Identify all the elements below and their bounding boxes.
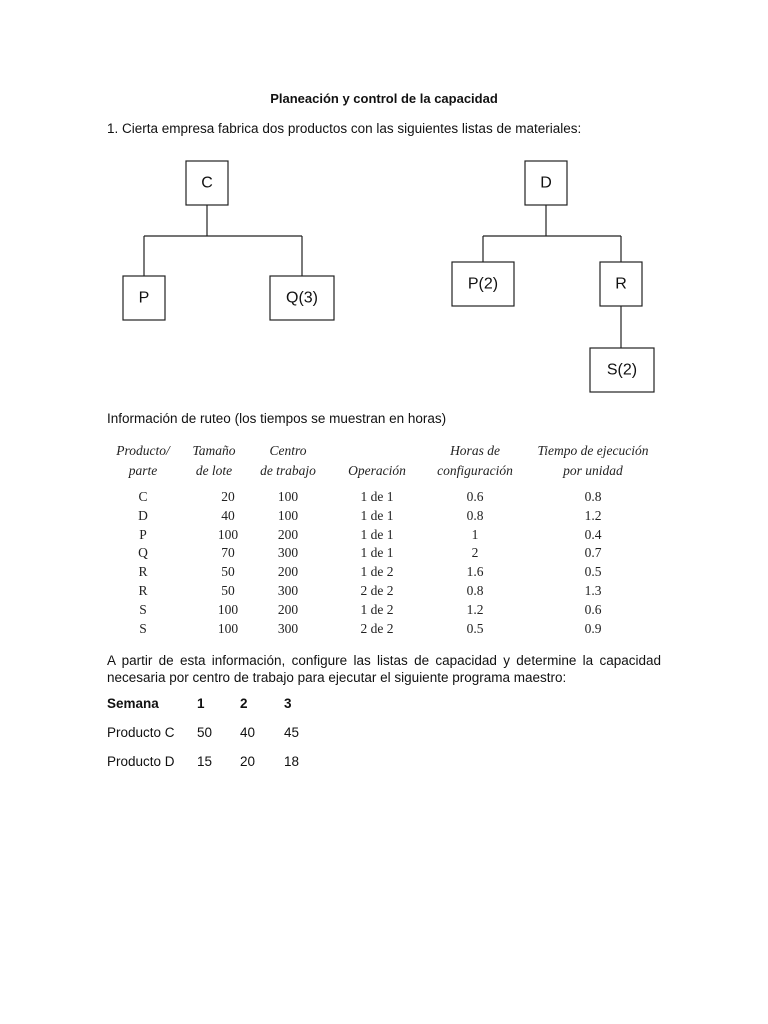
table-cell: 1 de 1 <box>360 545 394 561</box>
table-cell: 1 de 2 <box>360 564 394 580</box>
bom-tree-c <box>123 161 334 320</box>
schedule-header-cell: 2 <box>240 696 248 711</box>
header-line: de lote <box>195 463 233 478</box>
table-cell: 0.4 <box>584 526 602 542</box>
table-cell: 200 <box>277 564 299 580</box>
header-line: Centro <box>269 443 307 458</box>
table-cell: 200 <box>277 526 299 542</box>
table-cell: 2 de 2 <box>360 583 394 598</box>
table-cell: 0.6 <box>466 489 484 504</box>
header-line: Horas de <box>450 443 500 458</box>
column-header <box>428 441 522 481</box>
table-cell: S <box>139 601 147 617</box>
schedule-cell: 15 <box>197 754 213 769</box>
header-line: Operación <box>348 463 406 478</box>
table-cell: 1 de 1 <box>360 507 394 523</box>
table-cell: 100 <box>277 507 299 523</box>
table-cell: 100 <box>217 601 239 617</box>
table-cell: 0.8 <box>466 507 484 523</box>
table-cell: 300 <box>277 583 299 598</box>
instruction-paragraph: A partir de esta información, configure las listas de capacidad y determine la capacidad necesaria por centro de trabajo para ejecutar el siguiente programa maestro: <box>107 653 661 685</box>
bom-node-p2 <box>452 262 514 306</box>
table-cell: 70 <box>221 545 235 561</box>
table-cell: C <box>138 489 148 504</box>
header-line: por unidad <box>563 463 623 478</box>
table-cell: 0.6 <box>584 601 602 617</box>
table-cell: 1.2 <box>466 601 484 617</box>
bom-diagrams <box>0 0 768 420</box>
table-cell: 0.5 <box>466 620 484 636</box>
table-cell: 1 de 2 <box>360 601 394 617</box>
table-cell: 50 <box>221 564 235 580</box>
schedule-header-cell: 1 <box>197 696 205 711</box>
column-header <box>526 441 660 481</box>
table-cell: 0.9 <box>584 620 602 636</box>
header-line: parte <box>128 463 158 478</box>
bom-node-label: P(2) <box>467 275 499 293</box>
table-cell: Q <box>138 545 148 561</box>
table-cell: 2 de 2 <box>360 620 394 636</box>
table-cell: 2 <box>471 545 479 561</box>
table-cell: 1 <box>471 526 479 542</box>
header-line <box>336 441 418 461</box>
bom-node-q3 <box>270 276 334 320</box>
bom-node-label: C <box>201 174 213 192</box>
schedule-cell: 45 <box>284 725 300 740</box>
schedule-cell: 50 <box>197 725 213 740</box>
table-cell: 1.3 <box>584 583 602 598</box>
bom-node-c <box>186 161 228 205</box>
column-header <box>336 441 418 481</box>
table-cell: 0.5 <box>584 564 602 580</box>
page-title: Planeación y control de la capacidad <box>270 91 498 106</box>
schedule-cell: Producto C <box>107 725 175 740</box>
table-cell: R <box>138 564 148 580</box>
table-cell: 100 <box>217 526 239 542</box>
table-cell: 100 <box>217 620 239 636</box>
header-line: Producto/ <box>116 443 170 458</box>
table-cell: 0.8 <box>584 489 602 504</box>
bom-node-label: P <box>138 289 150 307</box>
table-cell: 1.2 <box>584 507 602 523</box>
table-cell: R <box>138 583 148 598</box>
header-line: configuración <box>437 463 513 478</box>
table-cell: 1.6 <box>466 564 484 580</box>
table-cell: 0.8 <box>466 583 484 598</box>
table-cell: 0.7 <box>584 545 602 561</box>
table-cell: 200 <box>277 601 299 617</box>
schedule-header-cell: 3 <box>284 696 292 711</box>
table-cell: 1 de 1 <box>360 526 394 542</box>
table-cell: D <box>138 507 148 523</box>
schedule-cell: 40 <box>240 725 256 740</box>
header-line: Tamaño <box>192 443 236 458</box>
schedule-cell: Producto D <box>107 754 175 769</box>
schedule-cell: 18 <box>284 754 300 769</box>
table-cell: 100 <box>277 489 299 504</box>
bom-node-d <box>525 161 567 205</box>
table-cell: 20 <box>221 489 235 504</box>
bom-node-label: Q(3) <box>286 289 318 307</box>
column-header <box>252 441 324 481</box>
bom-node-p <box>123 276 165 320</box>
header-line: Tiempo de ejecución <box>537 443 649 458</box>
table-cell: 300 <box>277 620 299 636</box>
header-line: de trabajo <box>260 463 316 478</box>
bom-node-s2 <box>590 348 654 392</box>
schedule-header-cell: Semana <box>107 696 159 711</box>
column-header <box>108 441 178 481</box>
routing-intro-text: Información de ruteo (los tiempos se muestran en horas) <box>107 411 447 426</box>
bom-node-r <box>600 262 642 306</box>
table-cell: 50 <box>221 583 235 598</box>
question-1-text: 1. Cierta empresa fabrica dos productos con las siguientes listas de materiales: <box>107 121 582 136</box>
table-cell: 40 <box>221 507 235 523</box>
bom-node-label: S(2) <box>606 361 638 379</box>
bom-node-label: D <box>540 174 552 192</box>
table-cell: S <box>139 620 147 636</box>
table-cell: 300 <box>277 545 299 561</box>
column-header <box>184 441 244 481</box>
table-cell: 1 de 1 <box>360 489 394 504</box>
schedule-cell: 20 <box>240 754 256 769</box>
bom-tree-d <box>452 161 654 392</box>
bom-node-label: R <box>615 275 627 293</box>
table-cell: P <box>139 526 147 542</box>
